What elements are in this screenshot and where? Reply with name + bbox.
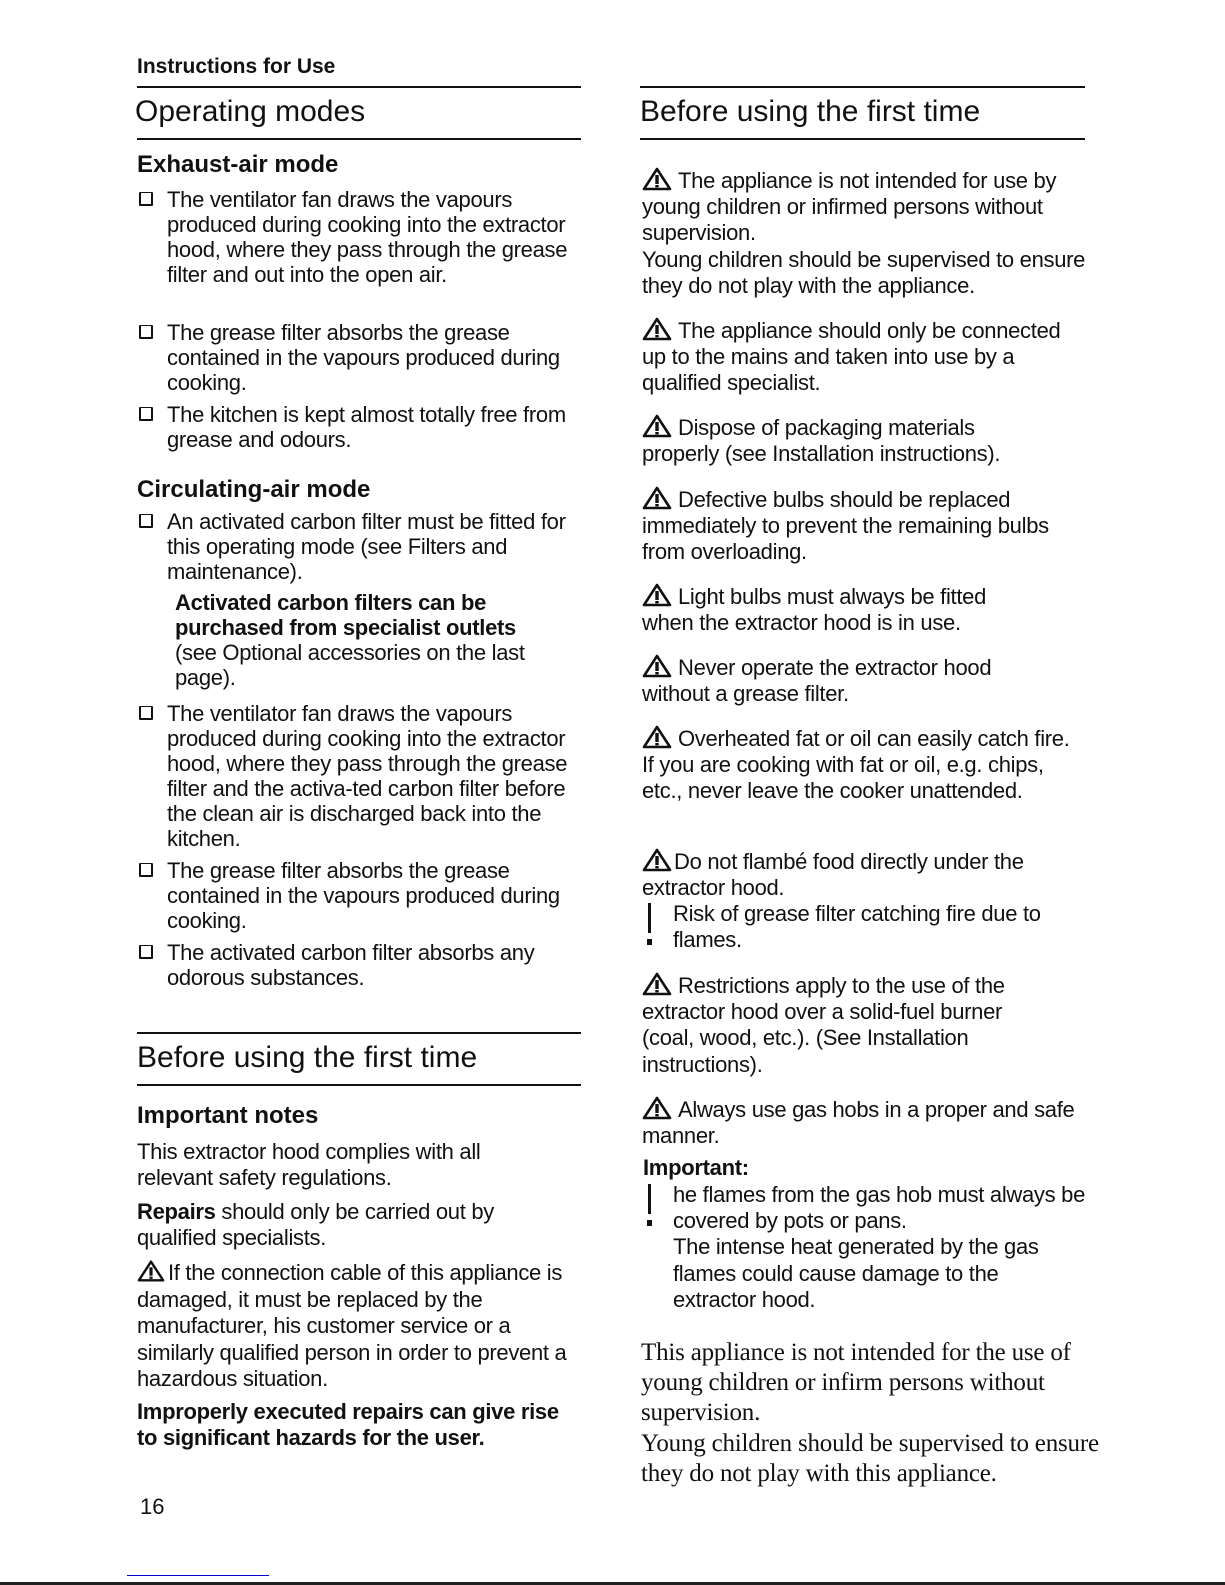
exhaust-heading: Exhaust-air mode — [137, 151, 339, 178]
list-item — [137, 701, 582, 851]
note-bold: Activated carbon filters can be purchased from specialist outlets — [175, 590, 516, 640]
divider — [640, 138, 1085, 140]
warning-text: Defective bulbs should be replaced immediately to prevent the remaining bulbs from overloading. — [642, 487, 1049, 565]
repairs-rest: should only be carried out by qualified specialists. — [137, 1199, 495, 1250]
list-item — [137, 940, 582, 990]
warning-icon — [642, 167, 672, 191]
bullet-text: The ventilator fan draws the vapours produced during cooking into the extractor hood, where they pass through the grease filter and the activa-ted carbon filter before the clean air is discharged back into the kitchen. — [167, 701, 568, 851]
warning-text: If the connection cable of this appliance is damaged, it must be replaced by the manufacturer, his customer service or a similarly qualified person in order to prevent a hazardous situation. — [137, 1260, 567, 1391]
warning-icon — [642, 414, 672, 438]
warning-text: Always use gas hobs in a proper and safe manner. — [642, 1097, 1075, 1149]
bullet-text: The activated carbon filter absorbs any odorous substances. — [167, 940, 535, 990]
bullet-text: The ventilator fan draws the vapours produced during cooking into the extractor hood, where they pass through the grease filter and out into the open air. — [167, 187, 568, 287]
divider — [137, 1032, 581, 1034]
checkbox-bullet-icon — [139, 863, 153, 877]
warning-text: Restrictions apply to the use of the extractor hood over a solid-fuel burner (coal, wood, etc.). (See Installation instructions). — [642, 973, 1005, 1077]
warning-icon — [642, 848, 672, 872]
exclamation-icon — [647, 1184, 653, 1226]
bullet-text: The kitchen is kept almost totally free from grease and odours. — [167, 402, 566, 452]
warning-item — [642, 414, 1042, 467]
warning-text: The appliance should only be connected up to the mains and taken into use by a qualified specialist. — [642, 318, 1061, 396]
serif-paragraph: This appliance is not intended for the use of young children or infirm persons without supervision. — [641, 1339, 1071, 1426]
warning-text: The appliance is not intended for use by young children or infirmed persons without supervision. — [642, 168, 1057, 246]
warning-icon — [642, 725, 672, 749]
divider — [137, 86, 581, 88]
important-label: Important: — [643, 1155, 749, 1180]
cable-warning — [137, 1259, 585, 1393]
bullet-text: An activated carbon filter must be fitted for this operating mode (see Filters and maintenance). — [167, 509, 566, 584]
note-text: The intense heat generated by the gas flames could cause damage to the extractor hood. — [673, 1234, 1039, 1312]
warning-icon — [642, 486, 672, 510]
warning-item — [642, 167, 1087, 299]
note-text: he flames from the gas hob must always be covered by pots or pans. — [673, 1182, 1086, 1234]
repairs-bold: Repairs — [137, 1199, 216, 1224]
warning-item — [642, 583, 1042, 636]
warning-text: Dispose of packaging materials properly (see Installation instructions). — [642, 415, 1001, 467]
checkbox-bullet-icon — [139, 514, 153, 528]
repairs-text — [137, 1199, 537, 1251]
checkbox-bullet-icon — [139, 706, 153, 720]
list-item — [137, 187, 582, 287]
page-number: 16 — [140, 1494, 165, 1519]
note-text: (see Optional accessories on the last page). — [175, 640, 525, 690]
warning-icon — [642, 654, 672, 678]
warning-item — [642, 654, 1042, 707]
serif-paragraph: Young children should be supervised to ensure they do not play with this appliance. — [641, 1430, 1099, 1487]
checkbox-bullet-icon — [139, 945, 153, 959]
warning-item — [642, 317, 1077, 397]
divider — [640, 86, 1085, 88]
checkbox-bullet-icon — [139, 192, 153, 206]
flambe-note — [647, 901, 1073, 953]
warning-item — [642, 972, 1052, 1078]
list-item — [137, 858, 582, 933]
warning-item — [642, 848, 1072, 901]
warning-text: If you are cooking with fat or oil, e.g. chips, etc., never leave the cooker unattended. — [642, 752, 1044, 804]
warning-icon — [642, 972, 672, 996]
warning-text: Overheated fat or oil can easily catch fire. — [678, 726, 1070, 751]
blue-line — [127, 1575, 269, 1576]
warning-item — [642, 486, 1087, 566]
carbon-filter-note — [175, 590, 555, 690]
list-item — [137, 509, 582, 584]
circulating-heading: Circulating-air mode — [137, 476, 371, 503]
note-text: Risk of grease filter catching fire due to flames. — [673, 901, 1041, 953]
bullet-text: The grease filter absorbs the grease contained in the vapours produced during cooking. — [167, 858, 560, 933]
running-title: Instructions for Use — [137, 55, 336, 78]
list-item — [137, 402, 582, 452]
section-title: Before using the first time — [137, 1041, 478, 1074]
exclamation-icon — [647, 903, 653, 945]
warning-icon — [642, 317, 672, 341]
divider — [137, 138, 581, 140]
compliance-text: This extractor hood complies with all relevant safety regulations. — [137, 1139, 481, 1190]
warning-item — [642, 1096, 1082, 1149]
section-title: Operating modes — [135, 95, 366, 128]
warning-text: Never operate the extractor hood without a grease filter. — [642, 655, 992, 707]
section-title: Before using the first time — [640, 95, 981, 128]
improper-repairs-warning: Improperly executed repairs can give rise to significant hazards for the user. — [137, 1399, 559, 1450]
warning-icon — [642, 583, 672, 607]
checkbox-bullet-icon — [139, 325, 153, 339]
important-notes-heading: Important notes — [137, 1102, 319, 1129]
warning-item — [642, 725, 1082, 805]
warning-text: Do not flambé food directly under the extractor hood. — [642, 849, 1024, 901]
checkbox-bullet-icon — [139, 407, 153, 421]
bullet-text: The grease filter absorbs the grease contained in the vapours produced during cooking. — [167, 320, 560, 395]
warning-icon — [642, 1096, 672, 1120]
important-note — [647, 1182, 1113, 1313]
warning-text: Young children should be supervised to ensure they do not play with the appliance. — [642, 246, 1086, 298]
list-item — [137, 320, 582, 395]
divider — [137, 1084, 581, 1086]
warning-text: Light bulbs must always be fitted when the extractor hood is in use. — [642, 584, 987, 636]
warning-icon — [137, 1259, 165, 1283]
